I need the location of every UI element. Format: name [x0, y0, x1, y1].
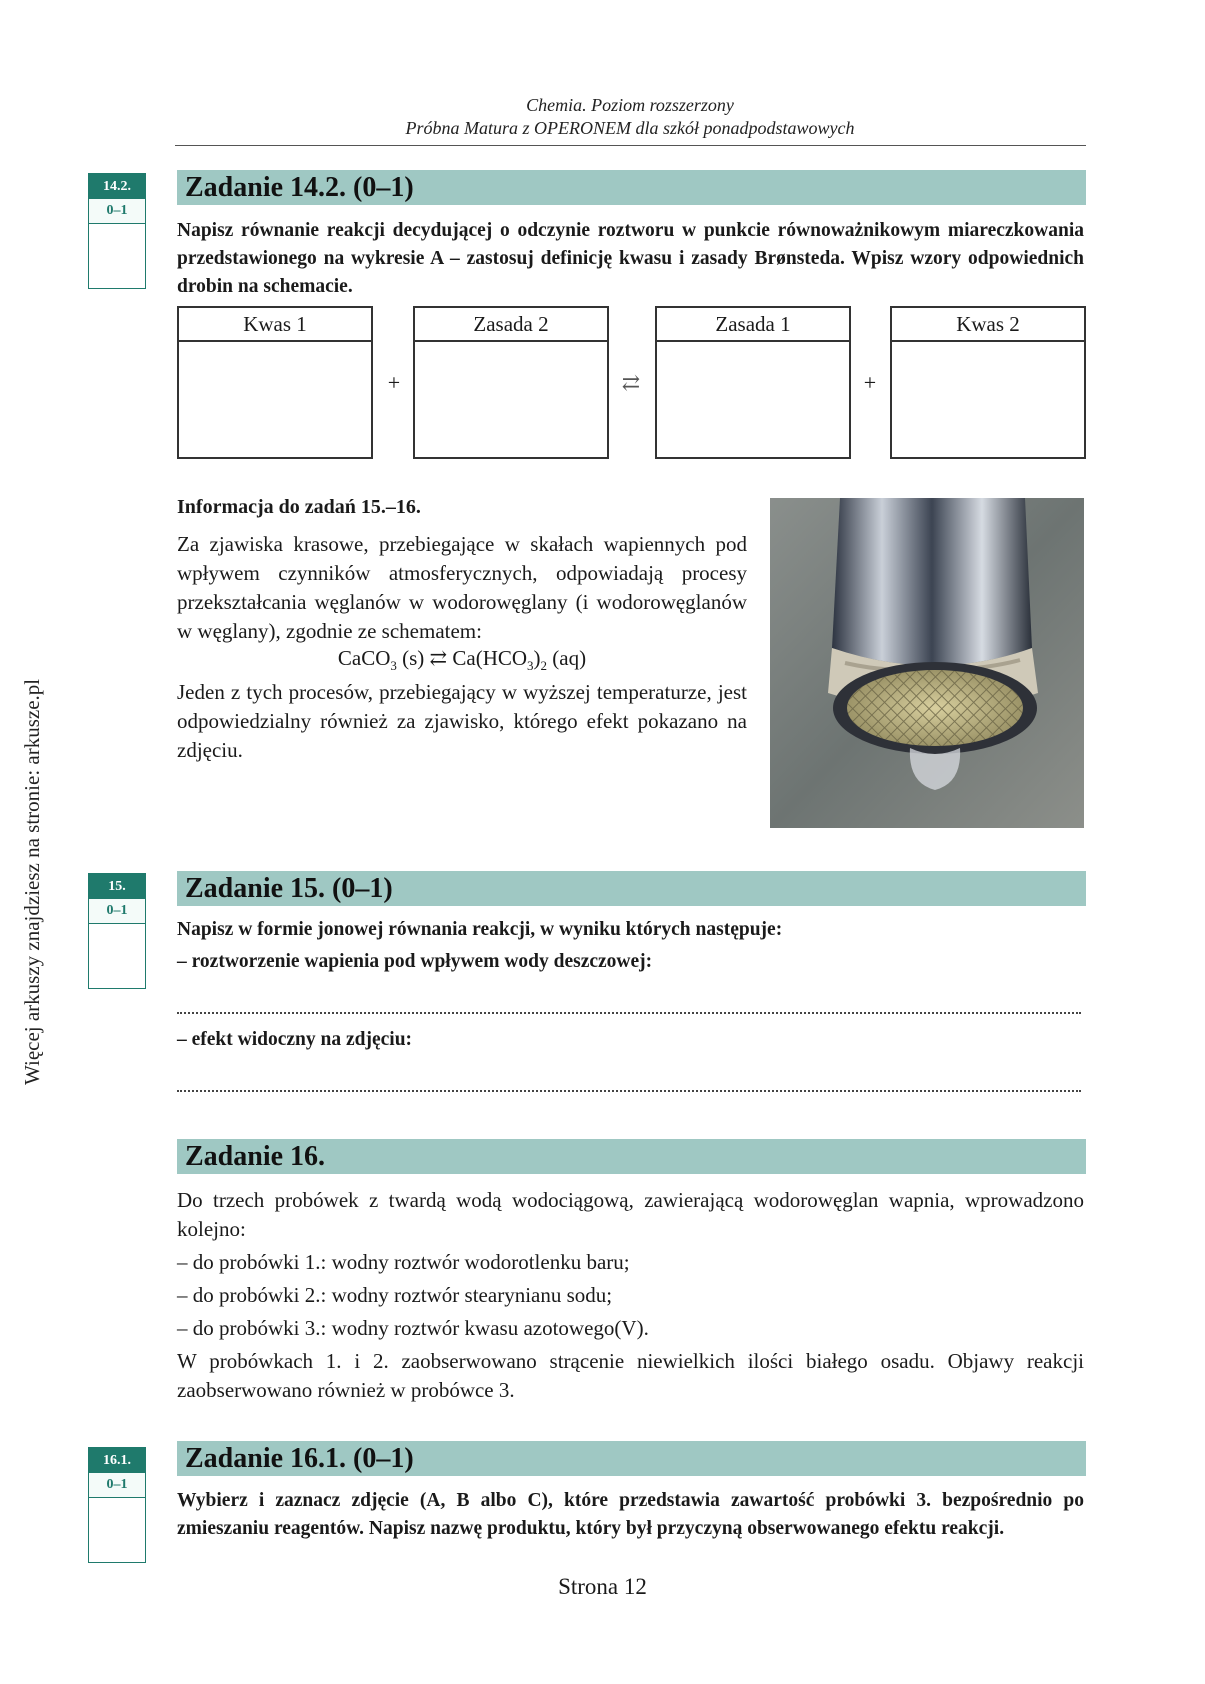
equilibrium-arrow: ⇄ — [621, 370, 641, 395]
scheme-label: Kwas 2 — [892, 308, 1084, 342]
task-15-item-1: – roztworzenie wapienia pod wpływem wody deszczowej: — [177, 951, 653, 972]
score-box-16-1 — [88, 1447, 146, 1563]
task-title-16: Zadanie 16. — [177, 1139, 1086, 1174]
page-header — [175, 94, 1085, 140]
answer-line[interactable] — [177, 1012, 1081, 1014]
task-16-1-instruction: Wybierz i zaznacz zdjęcie (A, B albo C), które przedstawia zawartość probówki 3. bezpośrednio po zmieszaniu reagentów. Napisz nazwę produktu, który był przyczyną obserwowanego efektu reakcji. — [177, 1490, 1084, 1539]
score-points: 0–1 — [89, 899, 145, 924]
equation-part: CaCO — [337, 646, 391, 670]
score-box-15 — [88, 873, 146, 989]
task-title-16-1: Zadanie 16.1. (0–1) — [177, 1441, 1086, 1476]
equation-part: (aq) — [547, 646, 587, 670]
score-box-14-2 — [88, 173, 146, 289]
scheme-label: Kwas 1 — [179, 308, 371, 342]
scheme-label: Zasada 2 — [415, 308, 607, 342]
carbonate-equation — [177, 646, 747, 674]
score-points: 0–1 — [89, 199, 145, 224]
task-16-intro: Do trzech probówek z twardą wodą wodociągową, zawierającą wodorowęglan wapnia, wprowadzono kolejno: — [177, 1188, 1084, 1241]
page-number: Strona 12 — [558, 1574, 647, 1599]
task-title-14-2: Zadanie 14.2. (0–1) — [177, 170, 1086, 205]
task-16-item: – do probówki 2.: wodny roztwór stearynianu sodu; — [177, 1283, 613, 1307]
plus-sign: + — [387, 370, 401, 395]
equation-part: (s) ⇄ Ca(HCO — [396, 646, 528, 670]
score-task-number: 16.1. — [89, 1448, 145, 1473]
faucet-photo — [770, 498, 1084, 828]
task-15-item-2: – efekt widoczny na zdjęciu: — [177, 1029, 413, 1050]
equation-subscript: 3 — [390, 658, 397, 674]
task-16-item: – do probówki 1.: wodny roztwór wodorotlenku baru; — [177, 1250, 630, 1274]
faucet-body — [832, 498, 1032, 666]
task-16-observation: W probówkach 1. i 2. zaobserwowano strącenie niewielkich ilości białego osadu. Objawy reakcji zaobserwowano również w probówce 3. — [177, 1349, 1084, 1402]
info-heading: Informacja do zadań 15.–16. — [177, 496, 421, 518]
task-14-2-instruction: Napisz równanie reakcji decydującej o odczynie roztworu w punkcie równoważnikowym miareczkowania przedstawionego na wykresie A – zastosuj definicję kwasu i zasady Brønsteda. Wpisz wzory odpowiednich drobin na schemacie. — [177, 220, 1084, 297]
equation-subscript: 2 — [540, 658, 548, 674]
side-watermark-text: Więcej arkuszy znajdziesz na stronie: arkusze.pl — [20, 678, 44, 1085]
scheme-box-kwas-1[interactable] — [177, 306, 373, 459]
score-task-number: 15. — [89, 874, 145, 899]
info-paragraph-2: Jeden z tych procesów, przebiegający w wyższej temperaturze, jest odpowiedzialny również za zjawisko, którego efekt pokazano na zdjęciu. — [177, 680, 747, 762]
header-subject: Chemia. Poziom rozszerzony — [526, 95, 734, 115]
header-divider — [175, 145, 1086, 146]
answer-line[interactable] — [177, 1090, 1081, 1092]
score-points: 0–1 — [89, 1473, 145, 1498]
plus-sign: + — [863, 370, 877, 395]
equation-subscript: 3 — [527, 658, 534, 674]
equation-part: ) — [533, 646, 541, 670]
task-15-instruction: Napisz w formie jonowej równania reakcji, w wyniku których następuje: — [177, 919, 783, 940]
score-task-number: 14.2. — [89, 174, 145, 199]
header-exam: Próbna Matura z OPERONEM dla szkół ponadpodstawowych — [405, 118, 855, 138]
task-16-item: – do probówki 3.: wodny roztwór kwasu azotowego(V). — [177, 1316, 649, 1340]
scheme-box-zasada-1[interactable] — [655, 306, 851, 459]
scheme-label: Zasada 1 — [657, 308, 849, 342]
task-title-15: Zadanie 15. (0–1) — [177, 871, 1086, 906]
scheme-box-zasada-2[interactable] — [413, 306, 609, 459]
info-paragraph-1: Za zjawiska krasowe, przebiegające w skałach wapiennych pod wpływem czynników atmosferycznych, odpowiadają procesy przekształcania węglanów w wodorowęglany (i wodorowęglanów w węglany), zgodnie ze schematem: — [177, 532, 747, 643]
scheme-box-kwas-2[interactable] — [890, 306, 1086, 459]
